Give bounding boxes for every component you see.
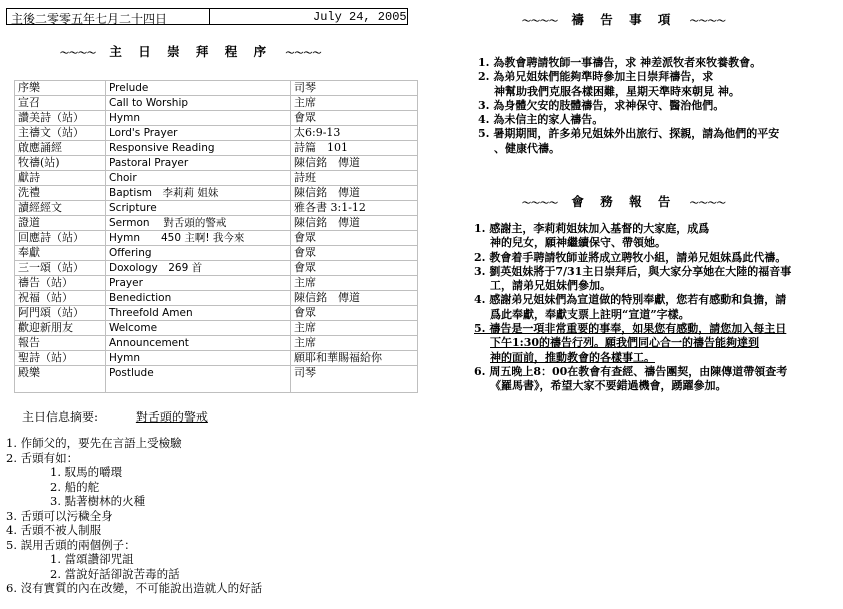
ornament-right-icon: ～～～～ xyxy=(285,49,322,59)
ornament-right-icon: ～～～～ xyxy=(689,17,726,27)
leader-cell: 詩班 xyxy=(291,171,418,186)
list-item: 2. 船的舵 xyxy=(50,479,100,494)
service-item-cell: 奉獻 xyxy=(15,246,106,261)
table-row xyxy=(15,216,418,231)
english-name-cell: Hymn xyxy=(106,351,291,366)
table-row xyxy=(15,126,418,141)
english-name-cell: Choir xyxy=(106,171,291,186)
announcement-list xyxy=(474,222,791,394)
leader-cell: 陳信銘 傳道 xyxy=(291,216,418,231)
prayer-heading xyxy=(522,10,726,28)
english-name-cell: Offering xyxy=(106,246,291,261)
service-item-cell: 祝福（站） xyxy=(15,291,106,306)
date-divider xyxy=(209,9,210,24)
service-item-cell: 證道 xyxy=(15,216,106,231)
list-item: 神的面前，推動教會的各樣事工。 xyxy=(490,350,655,364)
list-item: 5. 暑期期間，許多弟兄姐妹外出旅行、探親，請為他們的平安 xyxy=(478,127,780,141)
service-item-cell: 讚美詩（站） xyxy=(15,111,106,126)
list-item: 神的兒女，願神繼續保守、帶領她。 xyxy=(490,236,666,250)
service-item-cell: 殿樂 xyxy=(15,366,106,393)
service-item-cell: 阿門頌（站） xyxy=(15,306,106,321)
ornament-left-icon: ～～～～ xyxy=(60,49,97,59)
table-row xyxy=(15,366,418,393)
english-name-cell: Scripture xyxy=(106,201,291,216)
service-item-cell: 主禱文（站） xyxy=(15,126,106,141)
table-row xyxy=(15,246,418,261)
english-name-cell: Hymn 450 主啊! 我今來 xyxy=(106,231,291,246)
leader-cell: 司琴 xyxy=(291,366,418,393)
worship-title: 主 日 崇 拜 程 序 xyxy=(109,44,273,59)
table-row xyxy=(15,351,418,366)
leader-cell: 會眾 xyxy=(291,111,418,126)
leader-cell: 主席 xyxy=(291,321,418,336)
service-item-cell: 獻詩 xyxy=(15,171,106,186)
list-item: 3. 舌頭可以污穢全身 xyxy=(6,508,113,523)
service-item-cell: 讀經經文 xyxy=(15,201,106,216)
list-item: 、健康代禱。 xyxy=(494,141,560,155)
service-item-cell: 宣召 xyxy=(15,96,106,111)
list-item: 5. 禱告是一項非常重要的事奉，如果您有感動，請您加入每主日 xyxy=(474,322,787,336)
ornament-left-icon: ～～～～ xyxy=(522,199,559,209)
service-item-cell: 啟應誦經 xyxy=(15,141,106,156)
leader-cell: 會眾 xyxy=(291,261,418,276)
table-row xyxy=(15,306,418,321)
leader-cell: 陳信銘 傳道 xyxy=(291,291,418,306)
english-name-cell: Announcement xyxy=(106,336,291,351)
table-row xyxy=(15,231,418,246)
english-name-cell: Prelude xyxy=(106,81,291,96)
leader-cell: 會眾 xyxy=(291,231,418,246)
list-item: 3. 點著樹林的火種 xyxy=(50,494,146,508)
table-row xyxy=(15,141,418,156)
table-row xyxy=(15,261,418,276)
table-row xyxy=(15,186,418,201)
service-item-cell: 報告 xyxy=(15,336,106,351)
list-item: 1. 作師父的，要先在言語上受檢驗 xyxy=(6,436,182,450)
list-item: 1. 感謝主，李莉莉姐妹加入基督的大家庭，成爲 xyxy=(474,222,710,235)
date-header xyxy=(6,8,408,25)
worship-order-table xyxy=(14,80,418,393)
list-item: 4. 為未信主的家人禱告。 xyxy=(478,113,604,127)
list-item: 2. 教會着手聘請牧師並將成立聘牧小組，請弟兄姐妹爲此代禱。 xyxy=(474,250,787,264)
leader-cell: 雅各書 3:1-12 xyxy=(291,201,418,216)
list-item: 2. 為弟兄姐妹們能夠準時參加主日崇拜禱告，求 xyxy=(478,70,714,84)
leader-cell: 會眾 xyxy=(291,306,418,321)
service-item-cell: 歡迎新朋友 xyxy=(15,321,106,336)
table-row xyxy=(15,321,418,336)
leader-cell: 主席 xyxy=(291,96,418,111)
leader-cell: 陳信銘 傳道 xyxy=(291,156,418,171)
leader-cell: 主席 xyxy=(291,276,418,291)
table-row xyxy=(15,276,418,291)
message-topic: 對舌頭的警戒 xyxy=(135,410,208,424)
table-row xyxy=(15,201,418,216)
list-item: 爲此奉獻，奉獻支票上註明“宣道”字樣。 xyxy=(490,307,690,321)
list-item: 3. 為身體欠安的肢體禱告，求神保守、醫治他們。 xyxy=(478,98,725,112)
service-item-cell: 洗禮 xyxy=(15,186,106,201)
service-item-cell: 禱告（站） xyxy=(15,276,106,291)
leader-cell: 願耶和華賜福給你 xyxy=(291,351,418,366)
table-row xyxy=(15,81,418,96)
english-name-cell: Call to Worship xyxy=(106,96,291,111)
church-title: 會 務 報 告 xyxy=(571,194,677,209)
church-heading xyxy=(522,192,726,210)
english-name-cell: Prayer xyxy=(106,276,291,291)
table-row xyxy=(15,291,418,306)
message-label: 主日信息摘要: xyxy=(22,410,99,424)
english-date: July 24, 2005 xyxy=(313,10,407,24)
english-name-cell: Hymn xyxy=(106,111,291,126)
list-item: 1. 當頌讚卻咒詛 xyxy=(50,552,134,566)
table-row xyxy=(15,156,418,171)
prayer-title: 禱 告 事 項 xyxy=(571,12,677,27)
leader-cell: 詩篇 101 xyxy=(291,141,418,156)
table-row xyxy=(15,96,418,111)
worship-heading xyxy=(60,42,322,60)
service-item-cell: 牧禱(站) xyxy=(15,156,106,171)
english-name-cell: Benediction xyxy=(106,291,291,306)
list-item: 3. 劉英姐妹將于7/31主日崇拜后，與大家分享她在大陸的福音事 xyxy=(474,264,792,278)
list-item: 4. 感謝弟兄姐妹們為宣道做的特別奉獻，您若有感動和負擔，請 xyxy=(474,293,787,307)
english-name-cell: Threefold Amen xyxy=(106,306,291,321)
table-row xyxy=(15,171,418,186)
table-row xyxy=(15,111,418,126)
english-name-cell: Lord's Prayer xyxy=(106,126,291,141)
english-name-cell: Baptism 李莉莉 姐妹 xyxy=(106,186,291,201)
service-item-cell: 聖詩（站） xyxy=(15,351,106,366)
list-item: 4. 舌頭不被人制服 xyxy=(6,523,102,537)
english-name-cell: Welcome xyxy=(106,321,291,336)
list-item: 2. 舌頭有如： xyxy=(6,450,79,465)
message-summary-title xyxy=(22,408,208,425)
list-item: 《羅馬書》，希望大家不要錯過機會，踴躍參加。 xyxy=(490,379,727,393)
list-item: 工，請弟兄姐妹們參加。 xyxy=(490,279,611,293)
service-item-cell: 回應詩（站） xyxy=(15,231,106,246)
chinese-date: 主後二零零五年七月二十四日 xyxy=(11,12,168,26)
service-item-cell: 三一頌（站） xyxy=(15,261,106,276)
ornament-right-icon: ～～～～ xyxy=(689,199,726,209)
leader-cell: 陳信銘 傳道 xyxy=(291,186,418,201)
english-name-cell: Pastoral Prayer xyxy=(106,156,291,171)
english-name-cell: Postlude xyxy=(106,366,291,393)
message-points xyxy=(6,436,262,596)
ornament-left-icon: ～～～～ xyxy=(522,17,559,27)
list-item: 1. 為教會聘請牧師一事禱告，求 神差派牧者來牧養教會。 xyxy=(478,56,762,69)
list-item: 神幫助我們克服各樣困難，星期天準時來朝見 神。 xyxy=(494,84,740,98)
list-item: 1. 馭馬的嚼環 xyxy=(50,465,123,479)
list-item: 5. 誤用舌頭的兩個例子： xyxy=(6,537,136,552)
english-name-cell: Doxology 269 首 xyxy=(106,261,291,276)
leader-cell: 太6:9-13 xyxy=(291,126,418,141)
leader-cell: 司琴 xyxy=(291,81,418,96)
list-item: 6. 沒有實質的內在改變，不可能說出造就人的好話 xyxy=(6,581,263,595)
english-name-cell: Responsive Reading xyxy=(106,141,291,156)
prayer-list xyxy=(478,56,779,156)
leader-cell: 主席 xyxy=(291,336,418,351)
table-row xyxy=(15,336,418,351)
list-item: 2. 當說好話卻說苦毒的話 xyxy=(50,566,180,581)
service-item-cell: 序樂 xyxy=(15,81,106,96)
list-item: 6. 周五晚上8：00在教會有查經、禱告團契，由陳傳道帶領查考 xyxy=(474,364,788,378)
leader-cell: 會眾 xyxy=(291,246,418,261)
english-name-cell: Sermon 對舌頭的警戒 xyxy=(106,216,291,231)
list-item: 下午1:30的禱告行列。願我們同心合一的禱告能夠達到 xyxy=(490,336,760,350)
